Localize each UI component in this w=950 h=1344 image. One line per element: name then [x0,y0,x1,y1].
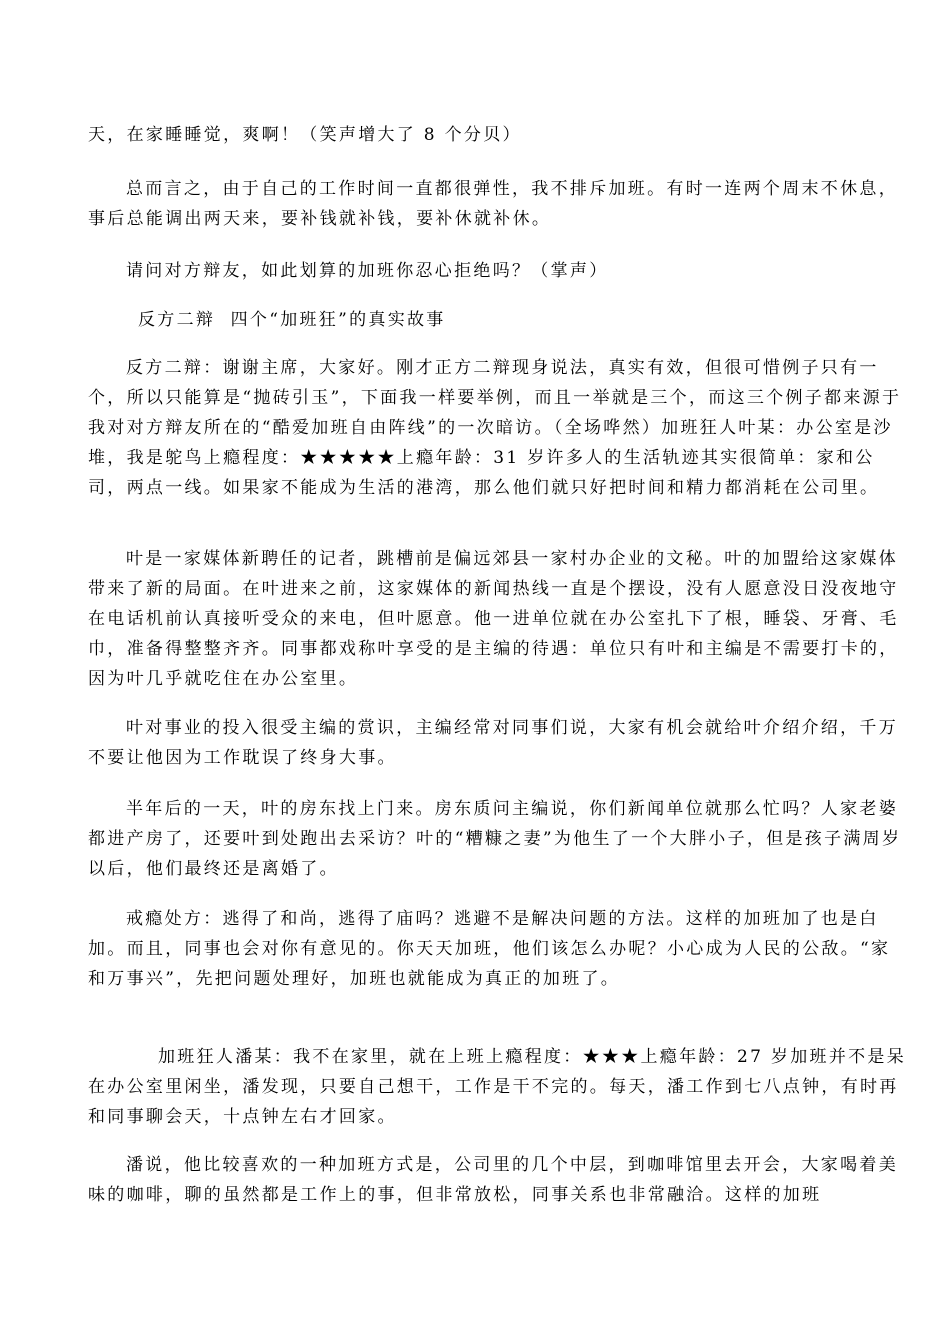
paragraph-divorce: 半年后的一天，叶的房东找上门来。房东质问主编说，你们新闻单位就那么忙吗？人家老婆都进产房了，还要叶到处跑出去采访？叶的“糟糠之妻”为他生了一个大胖小子，但是孩子满周岁以后，他们最终还是离婚了。 [88,799,902,879]
paragraph-pan-profile: 加班狂人潘某：我不在家里，就在上班上瘾程度：★★★上瘾年龄：27 岁加班并不是呆在办公室里闲坐，潘发现，只要自己想干，工作是干不完的。每天，潘工作到七八点钟，有时再和同事聊会天，十点钟左右才回家。 [88,1047,907,1127]
paragraph-ye-story: 叶是一家媒体新聘任的记者，跳槽前是偏远郊县一家村办企业的文秘。叶的加盟给这家媒体带来了新的局面。在叶进来之前，这家媒体的新闻热线一直是个摆设，没有人愿意没日没夜地守在电话机前认真接听受众的来电，但叶愿意。他一进单位就在办公室扎下了根，睡袋、牙膏、毛巾，准备得整整齐齐。同事都戏称叶享受的是主编的待遇：单位只有叶和主编是不需要打卡的，因为叶几乎就吃住在办公室里。 [88,549,899,689]
paragraph-question: 请问对方辩友，如此划算的加班你忍心拒绝吗？（掌声） [126,261,609,281]
paragraph-continuation: 天，在家睡睡觉，爽啊！（笑声增大了 8 个分贝） [88,125,522,145]
section-heading: 反方二辩 四个“加班狂”的真实故事 [138,310,446,330]
paragraph-prescription: 戒瘾处方：逃得了和尚，逃得了庙吗？逃避不是解决问题的方法。这样的加班加了也是白加。而且，同事也会对你有意见的。你天天加班，他们该怎么办呢？小心成为人民的公敌。“家和万事兴”，先把问题处理好，加班也就能成为真正的加班了。 [88,909,891,989]
paragraph-pan-cafe: 潘说，他比较喜欢的一种加班方式是，公司里的几个中层，到咖啡馆里去开会，大家喝着美味的咖啡，聊的虽然都是工作上的事，但非常放松，同事关系也非常融洽。这样的加班 [88,1155,898,1205]
paragraph-summary: 总而言之，由于自己的工作时间一直都很弹性，我不排斥加班。有时一连两个周末不休息，事后总能调出两天来，要补钱就补钱，要补休就补休。 [88,179,898,229]
paragraph-rebuttal: 反方二辩：谢谢主席，大家好。刚才正方二辩现身说法，真实有效，但很可惜例子只有一个，所以只能算是“抛砖引玉”，下面我一样要举例，而且一举就是三个，而这三个例子都来源于我对对方辩友所在的“酷爱加班自由阵线”的一次暗访。（全场哗然）加班狂人叶某：办公室是沙堆，我是鸵鸟上瘾程度：★★★★★上瘾年龄：31 岁许多人的生活轨迹其实很简单：家和公司，两点一线。如果家不能成为生活的港湾，那么他们就只好把时间和精力都消耗在公司里。 [88,358,902,498]
paragraph-editor-praise: 叶对事业的投入很受主编的赏识，主编经常对同事们说，大家有机会就给叶介绍介绍，千万不要让他因为工作耽误了终身大事。 [88,718,898,768]
